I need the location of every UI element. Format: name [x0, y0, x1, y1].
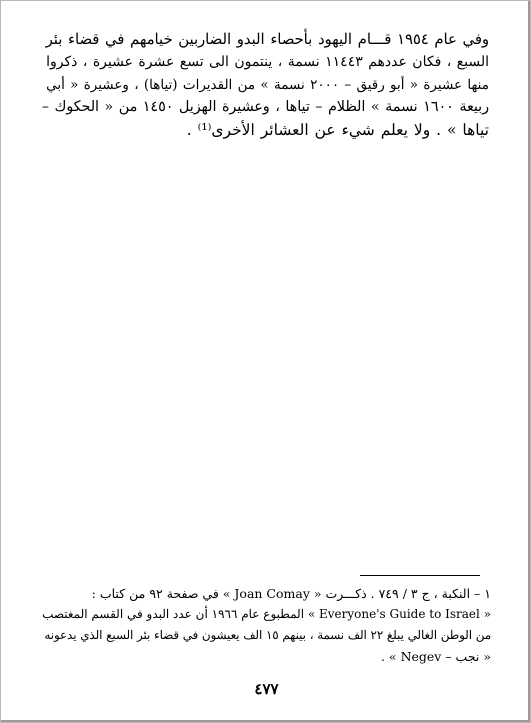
footnote [39, 583, 491, 667]
footnote-line: « نجب – Negev » . [380, 649, 491, 664]
footnote-line: من الوطن الغالي يبلغ ٢٢ الف نسمة ، بينهم ١٥ الف يعيشون في قضاء بئر السبع الذي يدعونه [44, 628, 491, 642]
paragraph-line: تياها » . ولا يعلم شيء عن العشائر الأخرى⁽¹⁾ . [186, 120, 489, 139]
paragraph-line: ربيعة ١٦٠٠ نسمة » الظلام – تياها ، وعشيرة الهزيل ١٤٥٠ من « الحكوك – [41, 99, 489, 116]
paragraph-line: وفي عام ١٩٥٤ قـــام اليهود بأحصاء البدو الضاربين خيامهم في قضاء بئر [45, 31, 489, 48]
footnote-separator [360, 575, 480, 576]
page-number: ٤٧٧ [254, 680, 279, 698]
page-shadow-bottom [1, 720, 530, 722]
footnote-line: ١ – النكبة ، ج ٣ / ٧٤٩ . ذكـــرت « Joan Comay » في صفحة ٩٢ من كتاب : [91, 586, 491, 601]
footnote-line: « Everyone's Guide to Israel » المطبوع عام ١٩٦٦ أن عدد البدو في القسم المغتصب [42, 607, 491, 621]
page-shadow-right [528, 1, 530, 722]
paragraph-line: السبع ، فكان عددهم ١١٤٤٣ نسمة ، ينتمون الى تسع عشرة عشيرة ، ذكروا [46, 54, 489, 71]
main-paragraph [41, 29, 489, 141]
paragraph-line: منها عشيرة « أبو رقيق – ٢٠٠٠ نسمة » من القديرات (تياها) ، وعشيرة « أبي [46, 76, 489, 93]
